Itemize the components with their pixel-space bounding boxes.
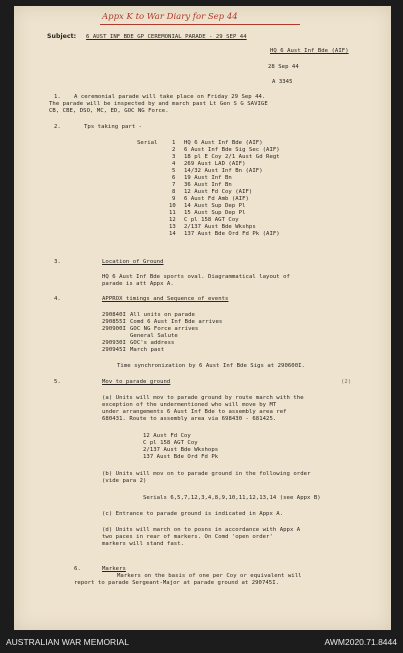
unit-name: 6 Aust Fd Amb (AIF) [184,196,249,202]
para1-number: 1. [54,94,61,100]
para5-margin-note: (2) [341,379,352,385]
footer-institution: AUSTRALIAN WAR MEMORIAL [6,637,129,647]
para3-line: parade is att Appx A. [102,281,174,287]
para5c-line: (c) Entrance to parade ground is indicated in Appx A. [102,511,284,517]
para5-number: 5. [54,379,61,385]
unit-name: 36 Aust Inf Bn [184,182,232,188]
archive-footer [0,632,403,653]
footer-accession-number: AWM2020.71.8444 [324,637,397,647]
serial-number: 5 [172,168,176,174]
event-text: General Salute [130,333,178,339]
event-time: 290945I [102,347,126,353]
para5-title: Mov to parade ground [102,379,171,385]
event-text: GOC NG Force arrives [130,326,199,332]
para5a-line: (a) Units will mov to parade ground by route march with the [102,395,304,401]
para5d-line: (d) Units will march on to posns in accordance with Appx A [102,527,301,533]
serial-label: Serial [137,140,158,146]
para5b-line: (vide para 2) [102,478,147,484]
serial-number: 2 [172,147,176,153]
para5d-line: markers will stand fast. [102,541,185,547]
serial-number: 12 [169,217,176,223]
event-time: 290930I [102,340,126,346]
para6-line: report to parade Sergeant-Major at parade ground at 290745I. [74,580,280,586]
unit-name: 6 Aust Inf Bde Sig Sec (AIF) [184,147,280,153]
para2-number: 2. [54,124,61,130]
serial-number: 3 [172,154,176,160]
subject-label: Subject: [47,33,77,40]
header-ref: A 3345 [272,79,293,85]
para5d-line: two paces in rear of markers. On Comd 'open order' [102,534,273,540]
para4-sync: Time synchronization by 6 Aust Inf Bde Sigs at 290600I. [117,363,305,369]
serial-number: 7 [172,182,176,188]
serial-number: 10 [169,203,176,209]
document-page [14,6,391,630]
para5a-line: under arrangements 6 Aust Inf Bde to assembly area ref [102,409,287,415]
event-time: 290855I [102,319,126,325]
para4-number: 4. [54,296,61,302]
serials-order: Serials 6,5,7,12,3,4,8,9,10,11,12,13,14 (see Appx B) [143,495,321,501]
mt-unit: 2/137 Aust Bde Wkshops [143,447,219,453]
mt-unit: C pl 158 AGT Coy [143,440,198,446]
para5a-line: 680431. Route to assembly area via 698430 - 681425. [102,416,277,422]
para3-number: 3. [54,259,61,265]
subject-text: 6 AUST INF BDE GP CEREMONIAL PARADE - 29 SEP 44 [86,34,247,40]
unit-name: 14 Aust Sup Dep Pl [184,203,246,209]
unit-name: C pl 158 AGT Coy [184,217,239,223]
unit-name: 137 Aust Bde Ord Fd Pk (AIF) [184,231,280,237]
unit-name: HQ 6 Aust Inf Bde (AIF) [184,140,263,146]
unit-name: 12 Aust Fd Coy (AIF) [184,189,253,195]
para5a-line: exception of the undermentioned who will move by MT [102,402,277,408]
event-text: GOC's address [130,340,175,346]
para6-number: 6. [74,566,81,572]
unit-name: 18 pl E Coy 2/1 Aust Gd Regt [184,154,280,160]
mt-unit: 137 Aust Bde Ord Fd Pk [143,454,219,460]
serial-number: 9 [172,196,176,202]
para1-line: A ceremonial parade will take place on Friday 29 Sep 44. [74,94,266,100]
para1-line: The parade will be inspected by and march past Lt Gen S G SAVIGE [49,101,268,107]
header-hq: HQ 6 Aust Inf Bde (AIF) [270,48,349,54]
mt-unit: 12 Aust Fd Coy [143,433,191,439]
serial-number: 1 [172,140,176,146]
unit-name: 269 Aust LAD (AIF) [184,161,246,167]
handwritten-annotation: Appx K to War Diary for Sep 44 [102,12,238,22]
para6-title: Markers [102,566,126,572]
event-text: Comd 6 Aust Inf Bde arrives [130,319,223,325]
serial-number: 14 [169,231,176,237]
serial-number: 8 [172,189,176,195]
para6-line: Markers on the basis of one per Coy or equivalent will [117,573,302,579]
event-text: March past [130,347,165,353]
para3-line: HQ 6 Aust Inf Bde sports oval. Diagrammatical layout of [102,274,290,280]
para4-title: APPROX timings and Sequence of events [102,296,229,302]
serial-number: 4 [172,161,176,167]
serial-number: 6 [172,175,176,181]
event-text: All units on parade [130,312,195,318]
annotation-underline [100,24,300,25]
serial-number: 11 [169,210,176,216]
para2-title: Tps taking part - [84,124,143,130]
event-time: 290900I [102,326,126,332]
event-time: 290840I [102,312,126,318]
unit-name: 15 Aust Sup Dep Pl [184,210,246,216]
header-date: 28 Sep 44 [268,64,299,70]
serial-number: 13 [169,224,176,230]
unit-name: 14/32 Aust Inf Bn (AIF) [184,168,263,174]
para1-line: CB, CBE, DSO, MC, ED, GOC NG Force. [49,108,169,114]
para3-title: Location of Ground [102,259,164,265]
unit-name: 2/137 Aust Bde Wkshps [184,224,256,230]
unit-name: 19 Aust Inf Bn [184,175,232,181]
para5b-line: (b) Units will mov on to parade ground in the following order [102,471,311,477]
